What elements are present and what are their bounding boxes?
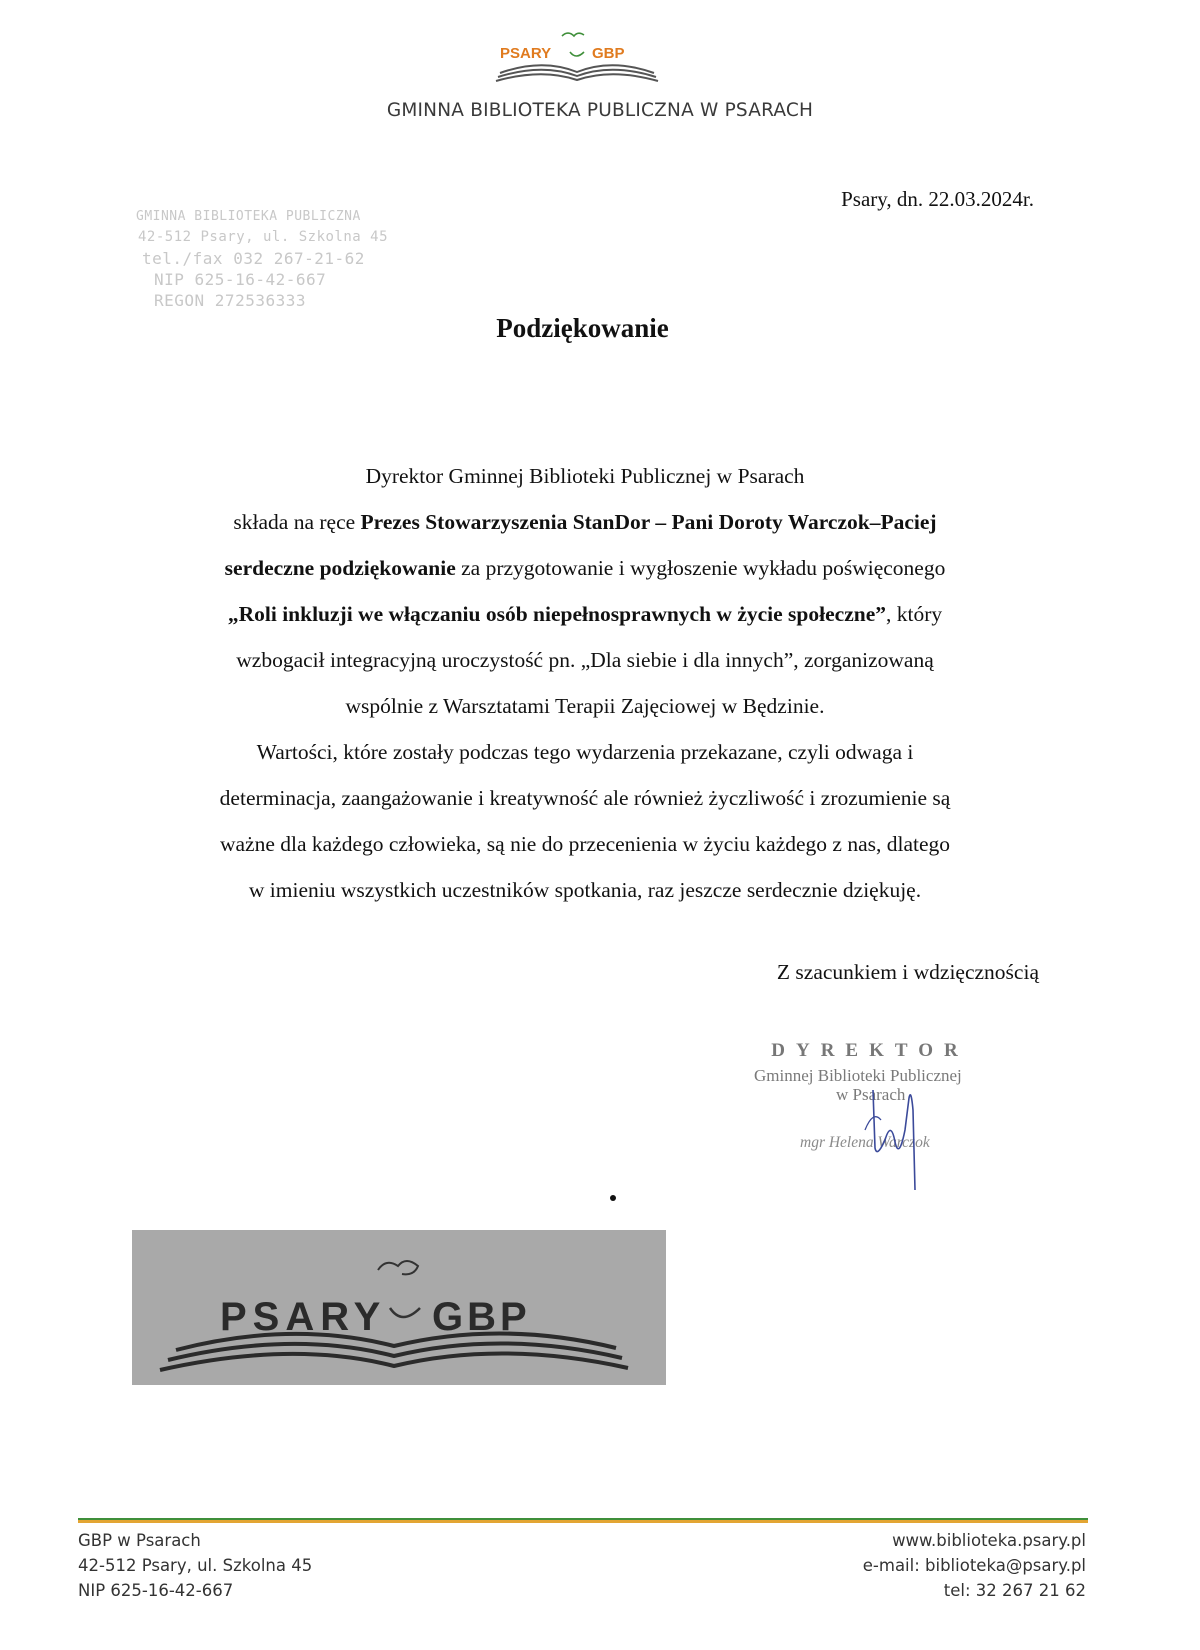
letter-body	[120, 453, 1050, 913]
director-stamp	[740, 1040, 1020, 1190]
body-line: ważne dla każdego człowieka, są nie do przecenienia w życiu każdego z nas, dlatego	[219, 832, 951, 856]
body-line: serdeczne podziękowanie za przygotowanie i wygłoszenie wykładu poświęconego	[224, 556, 946, 580]
footer-divider	[78, 1518, 1088, 1523]
stamp-location: w Psarach	[836, 1085, 906, 1104]
body-line: składa na ręce Prezes Stowarzyszenia StanDor – Pani Doroty Warczok–Paciej	[233, 510, 937, 534]
stamp-institution: Gminnej Biblioteki Publicznej	[754, 1066, 962, 1085]
body-line: wzbogacił integracyjną uroczystość pn. „Dla siebie i dla innych”, zorganizowaną	[236, 648, 934, 672]
recipient-name: Prezes Stowarzyszenia StanDor – Pani Doroty Warczok–Paciej	[360, 510, 937, 534]
svg-text:GBP: GBP	[432, 1295, 531, 1339]
body-line: w imieniu wszystkich uczestników spotkania, raz jeszcze serdecznie dziękuję.	[248, 878, 922, 902]
footer-address	[78, 1528, 312, 1603]
stamp-line: REGON 272536333	[154, 291, 306, 310]
footer-line: GBP w Psarach	[78, 1531, 201, 1550]
library-logo-large	[132, 1230, 666, 1385]
body-line: „Roli inkluzji we włączaniu osób niepełnosprawnych w życie społeczne”, który	[227, 602, 943, 626]
library-address-stamp	[132, 206, 392, 311]
svg-text:GBP: GBP	[592, 45, 625, 62]
closing-phrase: Z szacunkiem i wdzięcznością	[776, 960, 1039, 984]
handwritten-signature	[825, 1070, 945, 1190]
body-line: determinacja, zaangażowanie i kreatywność ale również życzliwość i zrozumienie są	[219, 786, 951, 810]
logo-text: PSARY	[500, 45, 552, 62]
library-name-header: GMINNA BIBLIOTEKA PUBLICZNA W PSARACH	[386, 100, 814, 121]
body-line: Wartości, które zostały podczas tego wydarzenia przekazane, czyli odwaga i	[256, 740, 914, 764]
lecture-title: „Roli inkluzji we włączaniu osób niepełnosprawnych w życie społeczne”	[227, 602, 886, 626]
stamp-line: 42-512 Psary, ul. Szkolna 45	[138, 229, 389, 245]
footer-contact	[863, 1528, 1086, 1603]
footer-website: www.biblioteka.psary.pl	[892, 1531, 1086, 1550]
footer-phone: tel: 32 267 21 62	[943, 1581, 1086, 1600]
director-name: mgr Helena Warczok	[800, 1134, 930, 1151]
body-line: wspólnie z Warsztatami Terapii Zajęciowej w Będzinie.	[345, 694, 825, 718]
library-logo	[492, 28, 662, 90]
footer-line: 42-512 Psary, ul. Szkolna 45	[78, 1556, 313, 1575]
body-line: Dyrektor Gminnej Biblioteki Publicznej w Psarach	[365, 464, 805, 488]
director-title: DYREKTOR	[771, 1040, 969, 1061]
svg-text:PSARY: PSARY	[220, 1295, 387, 1339]
footer-email: e-mail: biblioteka@psary.pl	[862, 1556, 1086, 1575]
letter-date: Psary, dn. 22.03.2024r.	[841, 187, 1034, 211]
stamp-line: NIP 625-16-42-667	[154, 270, 327, 289]
ink-dot	[610, 1195, 616, 1201]
stamp-line: tel./fax 032 267-21-62	[142, 249, 365, 268]
stamp-line: GMINNA BIBLIOTEKA PUBLICZNA	[136, 209, 361, 224]
footer-line: NIP 625-16-42-667	[78, 1581, 234, 1600]
document-title: Podziękowanie	[496, 313, 669, 343]
